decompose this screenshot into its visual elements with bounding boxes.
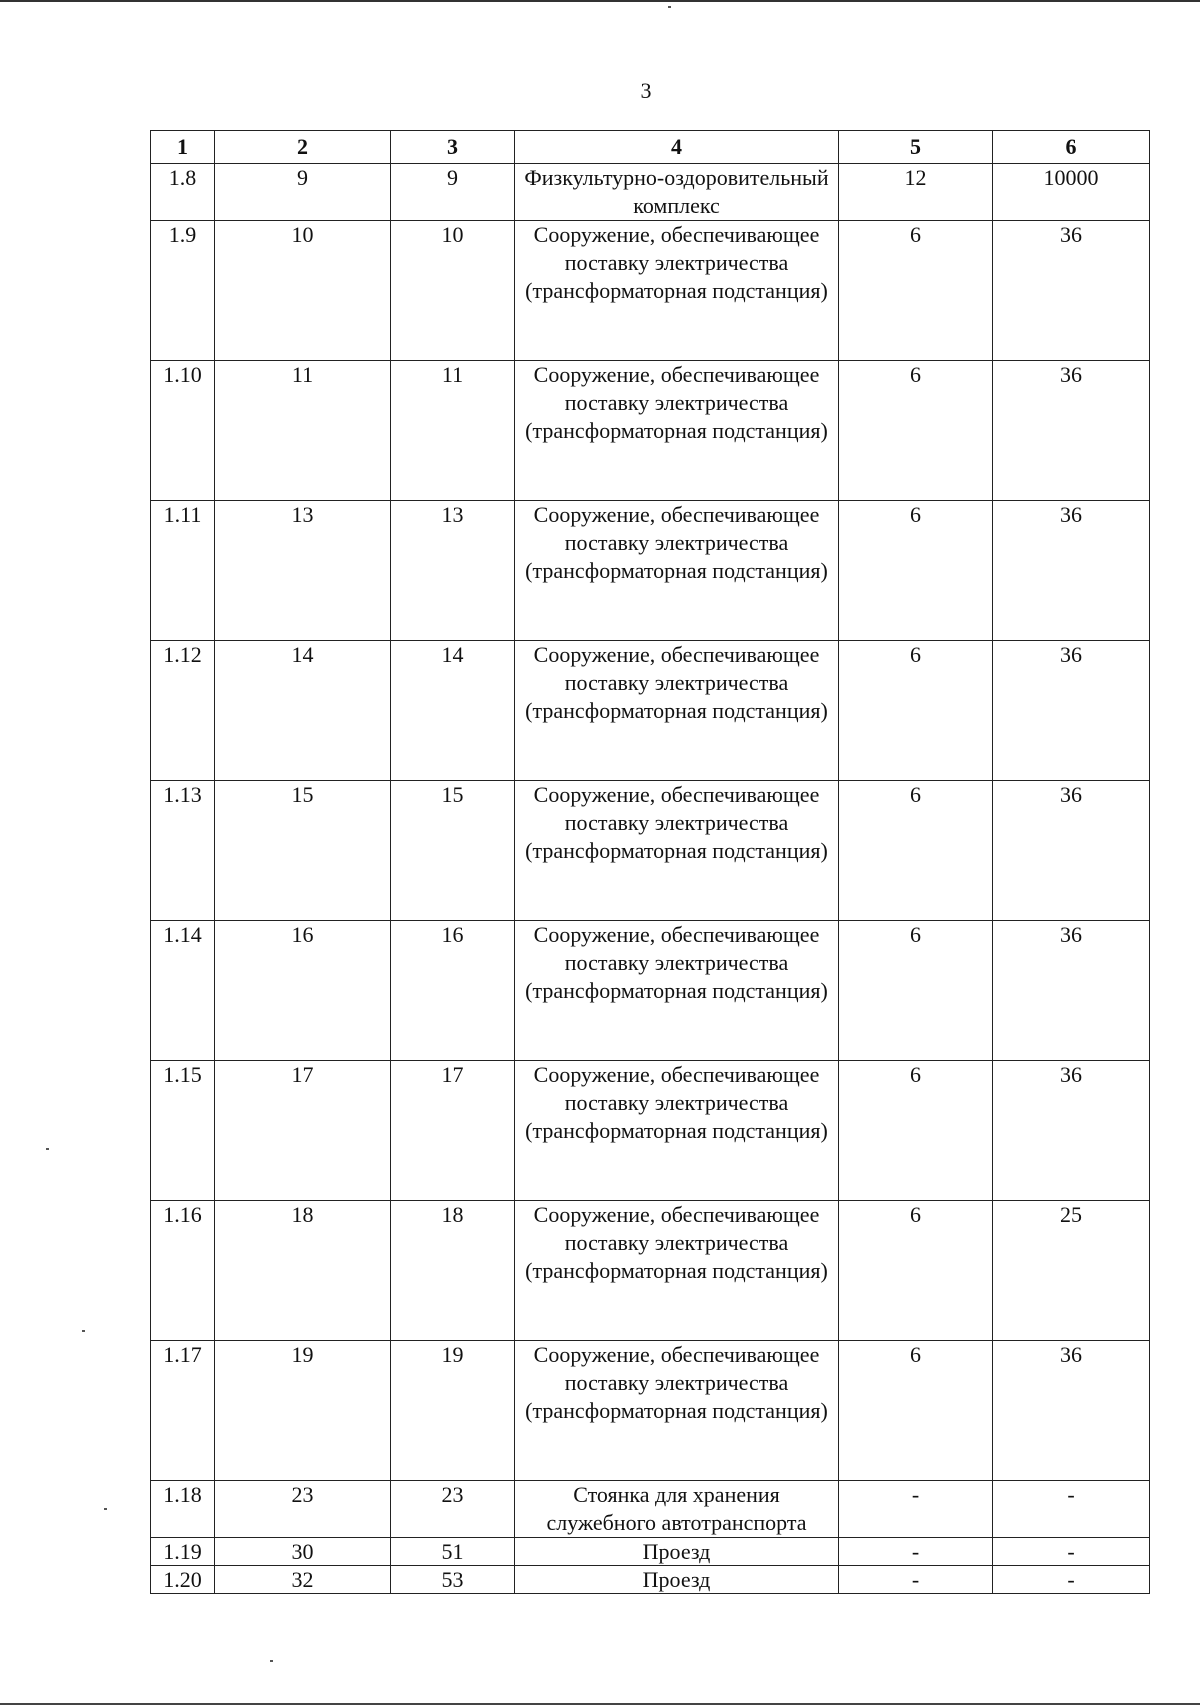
scan-speck: [668, 6, 671, 8]
table-cell: 9: [215, 164, 391, 221]
table-cell: 6: [839, 641, 993, 781]
table-cell: Сооружение, обеспечивающее поставку электричества (трансформаторная подстанция): [515, 921, 839, 1061]
table-cell: 1.11: [151, 501, 215, 641]
column-header: 4: [515, 131, 839, 164]
table-cell: 1.8: [151, 164, 215, 221]
table-cell: 6: [839, 1341, 993, 1481]
table-row: [151, 1341, 1150, 1481]
table-cell: Физкультурно-оздоровительный комплекс: [515, 164, 839, 221]
table-cell: 1.20: [151, 1566, 215, 1594]
table-row: [151, 1201, 1150, 1341]
table-cell: 1.19: [151, 1538, 215, 1566]
table-row: [151, 1481, 1150, 1538]
table-cell: 36: [993, 781, 1150, 921]
table-cell: 25: [993, 1201, 1150, 1341]
table-cell: 15: [215, 781, 391, 921]
table-cell: Сооружение, обеспечивающее поставку электричества (трансформаторная подстанция): [515, 781, 839, 921]
table-cell: 10: [391, 221, 515, 361]
table-cell: 17: [215, 1061, 391, 1201]
table-cell: 10000: [993, 164, 1150, 221]
table-row: [151, 361, 1150, 501]
table-cell: 6: [839, 221, 993, 361]
table-cell: -: [993, 1481, 1150, 1538]
column-header: 3: [391, 131, 515, 164]
data-table: [150, 130, 1150, 1594]
table-cell: 6: [839, 501, 993, 641]
table-cell: 13: [215, 501, 391, 641]
table-row: [151, 1061, 1150, 1201]
table-row: [151, 164, 1150, 221]
table-cell: 16: [215, 921, 391, 1061]
page-top-edge: [0, 0, 1200, 2]
table-cell: Сооружение, обеспечивающее поставку электричества (трансформаторная подстанция): [515, 1061, 839, 1201]
column-header: 2: [215, 131, 391, 164]
scan-speck: [46, 1148, 49, 1150]
table-cell: 12: [839, 164, 993, 221]
table-cell: 36: [993, 501, 1150, 641]
table-cell: Сооружение, обеспечивающее поставку электричества (трансформаторная подстанция): [515, 501, 839, 641]
scan-speck: [82, 1330, 85, 1332]
scan-speck: [104, 1508, 107, 1510]
scan-speck: [270, 1660, 273, 1662]
table-cell: 23: [391, 1481, 515, 1538]
column-header: 6: [993, 131, 1150, 164]
table-cell: 36: [993, 1341, 1150, 1481]
table-cell: Сооружение, обеспечивающее поставку электричества (трансформаторная подстанция): [515, 361, 839, 501]
table-cell: 11: [391, 361, 515, 501]
page-bottom-edge: [0, 1703, 1200, 1705]
table-cell: 23: [215, 1481, 391, 1538]
table-cell: 13: [391, 501, 515, 641]
table-cell: 36: [993, 361, 1150, 501]
table-cell: 1.10: [151, 361, 215, 501]
table-cell: 6: [839, 361, 993, 501]
table-row: [151, 1566, 1150, 1594]
table-cell: 10: [215, 221, 391, 361]
table-cell: -: [839, 1566, 993, 1594]
table-row: [151, 501, 1150, 641]
table-cell: 16: [391, 921, 515, 1061]
table-row: [151, 641, 1150, 781]
table-cell: Проезд: [515, 1538, 839, 1566]
table-cell: Сооружение, обеспечивающее поставку электричества (трансформаторная подстанция): [515, 221, 839, 361]
table-cell: 15: [391, 781, 515, 921]
table-cell: 14: [215, 641, 391, 781]
table-cell: 9: [391, 164, 515, 221]
table-cell: Сооружение, обеспечивающее поставку электричества (трансформаторная подстанция): [515, 1201, 839, 1341]
table-cell: Сооружение, обеспечивающее поставку электричества (трансформаторная подстанция): [515, 641, 839, 781]
table-cell: 18: [215, 1201, 391, 1341]
table-cell: 36: [993, 641, 1150, 781]
table-row: [151, 1538, 1150, 1566]
column-header: 5: [839, 131, 993, 164]
table-cell: 1.9: [151, 221, 215, 361]
table-cell: -: [993, 1566, 1150, 1594]
table-cell: 1.18: [151, 1481, 215, 1538]
page-number: 3: [640, 78, 652, 103]
table-header-row: [151, 131, 1150, 164]
table-cell: 30: [215, 1538, 391, 1566]
table-cell: 51: [391, 1538, 515, 1566]
table-cell: -: [993, 1538, 1150, 1566]
column-header: 1: [151, 131, 215, 164]
table-cell: 6: [839, 921, 993, 1061]
table-cell: 1.16: [151, 1201, 215, 1341]
table-cell: 18: [391, 1201, 515, 1341]
table-cell: 6: [839, 1061, 993, 1201]
table-cell: 19: [215, 1341, 391, 1481]
table-cell: 6: [839, 1201, 993, 1341]
table-cell: -: [839, 1481, 993, 1538]
table-cell: 1.15: [151, 1061, 215, 1201]
table-cell: 36: [993, 921, 1150, 1061]
table-row: [151, 781, 1150, 921]
table-row: [151, 921, 1150, 1061]
table-cell: Проезд: [515, 1566, 839, 1594]
table-cell: 1.17: [151, 1341, 215, 1481]
table-cell: 11: [215, 361, 391, 501]
table-cell: Сооружение, обеспечивающее поставку электричества (трансформаторная подстанция): [515, 1341, 839, 1481]
table-cell: 19: [391, 1341, 515, 1481]
table-cell: 36: [993, 1061, 1150, 1201]
table-cell: Стоянка для хранения служебного автотранспорта: [515, 1481, 839, 1538]
table-cell: 53: [391, 1566, 515, 1594]
table-cell: -: [839, 1538, 993, 1566]
table-cell: 1.12: [151, 641, 215, 781]
table-cell: 36: [993, 221, 1150, 361]
table-cell: 32: [215, 1566, 391, 1594]
table-cell: 1.13: [151, 781, 215, 921]
table-cell: 17: [391, 1061, 515, 1201]
table-row: [151, 221, 1150, 361]
table-cell: 1.14: [151, 921, 215, 1061]
table-cell: 6: [839, 781, 993, 921]
table-cell: 14: [391, 641, 515, 781]
